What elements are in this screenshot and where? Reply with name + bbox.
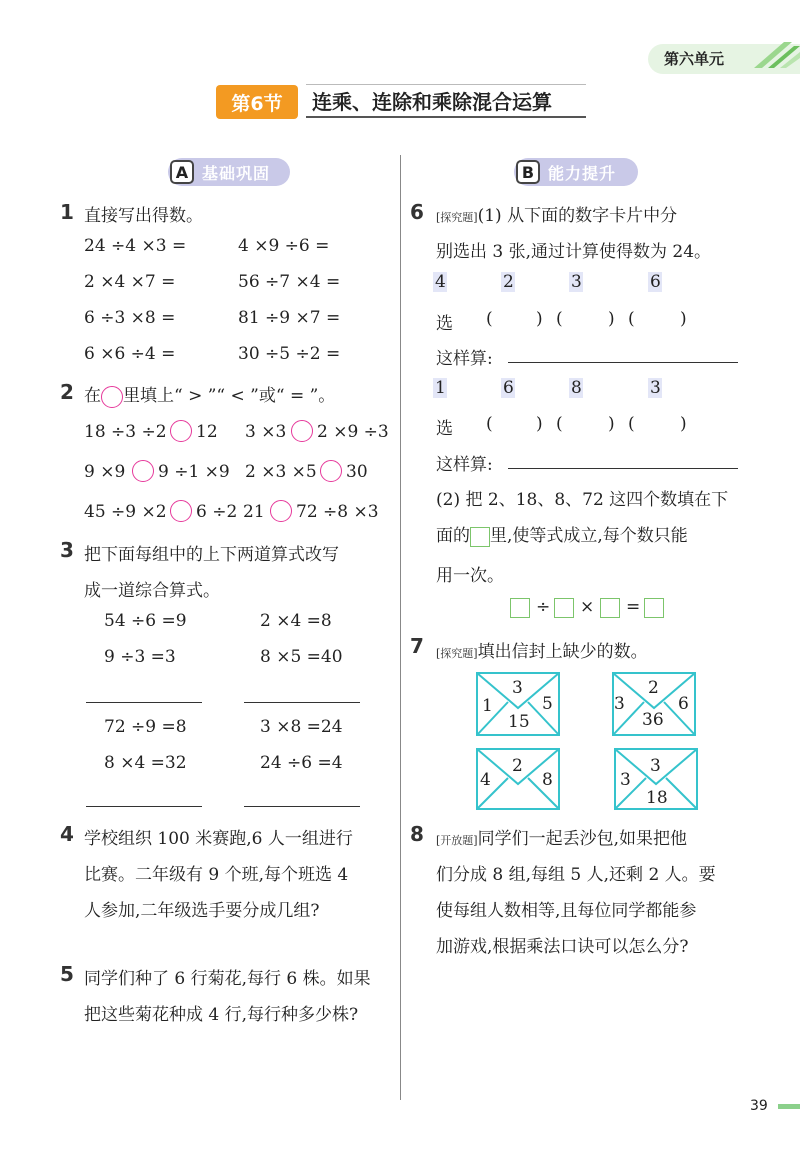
q2-right: 30 xyxy=(346,462,368,482)
choice-blank[interactable] xyxy=(494,411,534,435)
envelope-number: 8 xyxy=(542,770,553,790)
section-badge: 第6节 xyxy=(216,85,298,119)
section-title: 连乘、连除和乘除混合运算 xyxy=(306,84,586,118)
part-a-title: 基础巩固 xyxy=(202,163,271,183)
q6-tag: [探究题] xyxy=(436,211,478,224)
q2-right: 72 ÷8 ×3 xyxy=(296,502,379,522)
q3-expr: 2 ×4 =8 xyxy=(260,611,332,631)
q2-left: 21 xyxy=(243,502,265,522)
q3-expr: 8 ×4 =32 xyxy=(104,753,187,773)
q3-number: 3 xyxy=(60,538,74,562)
q6-number: 6 xyxy=(410,200,424,224)
compare-circle-icon xyxy=(101,386,123,408)
envelope-blank[interactable] xyxy=(670,766,692,790)
q3-expr: 72 ÷9 =8 xyxy=(104,717,187,737)
q6-part2-pre: 面的 xyxy=(436,526,470,546)
envelope-number: 3 xyxy=(620,770,631,790)
choose-label: 选 xyxy=(436,419,453,439)
envelope-number: 3 xyxy=(512,678,523,698)
q3-expr: 24 ÷6 =4 xyxy=(260,753,343,773)
envelope-number: 5 xyxy=(542,694,553,714)
equation-op: × xyxy=(580,597,595,617)
q1-item: 4 ×9 ÷6 = xyxy=(238,236,330,256)
envelope-number: 3 xyxy=(614,694,625,714)
q1-item: 6 ×6 ÷4 = xyxy=(84,344,176,364)
paren-open: ( xyxy=(628,414,635,434)
paren-open: ( xyxy=(486,309,493,329)
paren-close: ) xyxy=(536,309,543,329)
envelope-blank[interactable] xyxy=(500,784,536,806)
envelope-number: 6 xyxy=(678,694,689,714)
equation-box[interactable] xyxy=(644,598,664,618)
q8-line: 们分成 8 组,每组 5 人,还剩 2 人。要 xyxy=(436,865,716,885)
envelope-number: 2 xyxy=(648,678,659,698)
paren-close: ) xyxy=(536,414,543,434)
q6-line1-text: (1) 从下面的数字卡片中分 xyxy=(477,206,678,226)
green-box-icon xyxy=(470,527,490,547)
q3-expr: 3 ×8 =24 xyxy=(260,717,343,737)
envelope-number: 15 xyxy=(508,712,530,732)
q8-line: 加游戏,根据乘法口诀可以怎么分? xyxy=(436,937,689,957)
q8-line: 使每组人数相等,且每位同学都能参 xyxy=(436,901,697,921)
q2-left: 2 ×3 ×5 xyxy=(245,462,317,482)
answer-line[interactable] xyxy=(508,362,738,363)
paren-close: ) xyxy=(608,309,615,329)
paren-open: ( xyxy=(556,309,563,329)
answer-line[interactable] xyxy=(244,702,360,703)
number-card[interactable]: 4 xyxy=(435,272,446,292)
q7-number: 7 xyxy=(410,634,424,658)
q1-item: 2 ×4 ×7 = xyxy=(84,272,176,292)
answer-line[interactable] xyxy=(86,806,202,807)
compare-circle-input[interactable] xyxy=(320,460,342,482)
q6-part2-line: 用一次。 xyxy=(436,566,504,586)
q8-line xyxy=(436,824,687,849)
compare-circle-input[interactable] xyxy=(132,460,154,482)
q3-expr: 8 ×5 =40 xyxy=(260,647,343,667)
q3-expr: 9 ÷3 =3 xyxy=(104,647,176,667)
answer-line[interactable] xyxy=(508,468,738,469)
envelope-number: 3 xyxy=(650,756,661,776)
equation-op: = xyxy=(626,597,641,617)
q6-line1 xyxy=(436,201,677,226)
q4-line: 学校组织 100 米赛跑,6 人一组进行 xyxy=(84,829,353,849)
calc-label: 这样算: xyxy=(436,455,493,475)
number-card[interactable]: 3 xyxy=(571,272,582,292)
q8-tag: [开放题] xyxy=(436,834,478,847)
equation-box[interactable] xyxy=(600,598,620,618)
number-card[interactable]: 3 xyxy=(650,378,661,398)
q1-number: 1 xyxy=(60,200,74,224)
envelope-number: 18 xyxy=(646,788,668,808)
choice-blank[interactable] xyxy=(638,306,678,330)
q2-left: 9 ×9 xyxy=(84,462,126,482)
page-bar xyxy=(778,1104,800,1109)
paren-close: ) xyxy=(680,309,687,329)
q8-number: 8 xyxy=(410,822,424,846)
q2-prompt xyxy=(84,381,335,408)
compare-circle-input[interactable] xyxy=(170,420,192,442)
q2-right: 6 ÷2 xyxy=(196,502,238,522)
q3-line: 把下面每组中的上下两道算式改写 xyxy=(84,545,339,565)
answer-line[interactable] xyxy=(86,702,202,703)
equation-op: ÷ xyxy=(536,597,551,617)
envelope-number: 2 xyxy=(512,756,523,776)
envelope-number: 1 xyxy=(482,696,493,716)
q6-part2-line: (2) 把 2、18、8、72 这四个数填在下 xyxy=(436,490,729,510)
number-card[interactable]: 8 xyxy=(571,378,582,398)
paren-close: ) xyxy=(680,414,687,434)
q5-number: 5 xyxy=(60,962,74,986)
q4-line: 人参加,二年级选手要分成几组? xyxy=(84,901,320,921)
paren-open: ( xyxy=(628,309,635,329)
number-card[interactable]: 1 xyxy=(435,378,446,398)
q7-prompt: 填出信封上缺少的数。 xyxy=(477,642,648,662)
part-b-header xyxy=(514,158,638,186)
choice-blank[interactable] xyxy=(566,411,606,435)
paren-close: ) xyxy=(608,414,615,434)
part-b-title: 能力提升 xyxy=(548,163,617,183)
part-a-header xyxy=(168,158,290,186)
q1-item: 30 ÷5 ÷2 = xyxy=(238,344,341,364)
q2-number: 2 xyxy=(60,380,74,404)
q8-line1-text: 同学们一起丢沙包,如果把他 xyxy=(477,829,687,849)
q4-number: 4 xyxy=(60,822,74,846)
envelope-number: 4 xyxy=(480,770,491,790)
q5-line: 同学们种了 6 行菊花,每行 6 株。如果 xyxy=(84,969,371,989)
q3-line: 成一道综合算式。 xyxy=(84,581,220,601)
q2-prompt-pre: 在 xyxy=(84,386,101,406)
stripe-decoration-icon xyxy=(744,36,800,72)
q1-item: 81 ÷9 ×7 = xyxy=(238,308,341,328)
unit-label: 第六单元 xyxy=(664,50,725,68)
envelope-number: 36 xyxy=(642,710,664,730)
q1-item: 24 ÷4 ×3 = xyxy=(84,236,187,256)
compare-circle-input[interactable] xyxy=(270,500,292,522)
part-a-letter: A xyxy=(170,160,194,184)
equation-box[interactable] xyxy=(554,598,574,618)
q6-part2-post: 里,使等式成立,每个数只能 xyxy=(490,526,688,546)
q3-expr: 54 ÷6 =9 xyxy=(104,611,187,631)
q2-right: 2 ×9 ÷3 xyxy=(317,422,389,442)
q1-prompt: 直接写出得数。 xyxy=(84,206,203,226)
number-card[interactable]: 6 xyxy=(503,378,514,398)
paren-open: ( xyxy=(556,414,563,434)
choice-blank[interactable] xyxy=(638,411,678,435)
column-divider xyxy=(400,155,401,1100)
q1-item: 56 ÷7 ×4 = xyxy=(238,272,341,292)
compare-circle-input[interactable] xyxy=(170,500,192,522)
q7-tag: [探究题] xyxy=(436,647,478,660)
part-b-letter: B xyxy=(516,160,540,184)
answer-line[interactable] xyxy=(244,806,360,807)
q6-line2: 别选出 3 张,通过计算使得数为 24。 xyxy=(436,242,712,262)
page-number: 39 xyxy=(750,1098,768,1114)
number-card[interactable]: 2 xyxy=(503,272,514,292)
choice-blank[interactable] xyxy=(494,306,534,330)
choose-label: 选 xyxy=(436,314,453,334)
q2-left: 3 ×3 xyxy=(245,422,287,442)
q4-line: 比赛。二年级有 9 个班,每个班选 4 xyxy=(84,865,349,885)
q5-line: 把这些菊花种成 4 行,每行种多少株? xyxy=(84,1005,359,1025)
q6-part2-line xyxy=(436,521,688,547)
number-card[interactable]: 6 xyxy=(650,272,661,292)
q2-left: 45 ÷9 ×2 xyxy=(84,502,167,522)
q2-right: 9 ÷1 ×9 xyxy=(158,462,230,482)
q2-left: 18 ÷3 ÷2 xyxy=(84,422,167,442)
choice-blank[interactable] xyxy=(566,306,606,330)
paren-open: ( xyxy=(486,414,493,434)
q1-item: 6 ÷3 ×8 = xyxy=(84,308,176,328)
q2-prompt-post: 里填上“ > ”“ < ”或“ = ”。 xyxy=(123,386,336,406)
equation-box[interactable] xyxy=(510,598,530,618)
calc-label: 这样算: xyxy=(436,349,493,369)
q2-right: 12 xyxy=(196,422,218,442)
compare-circle-input[interactable] xyxy=(291,420,313,442)
q7-line xyxy=(436,637,648,662)
